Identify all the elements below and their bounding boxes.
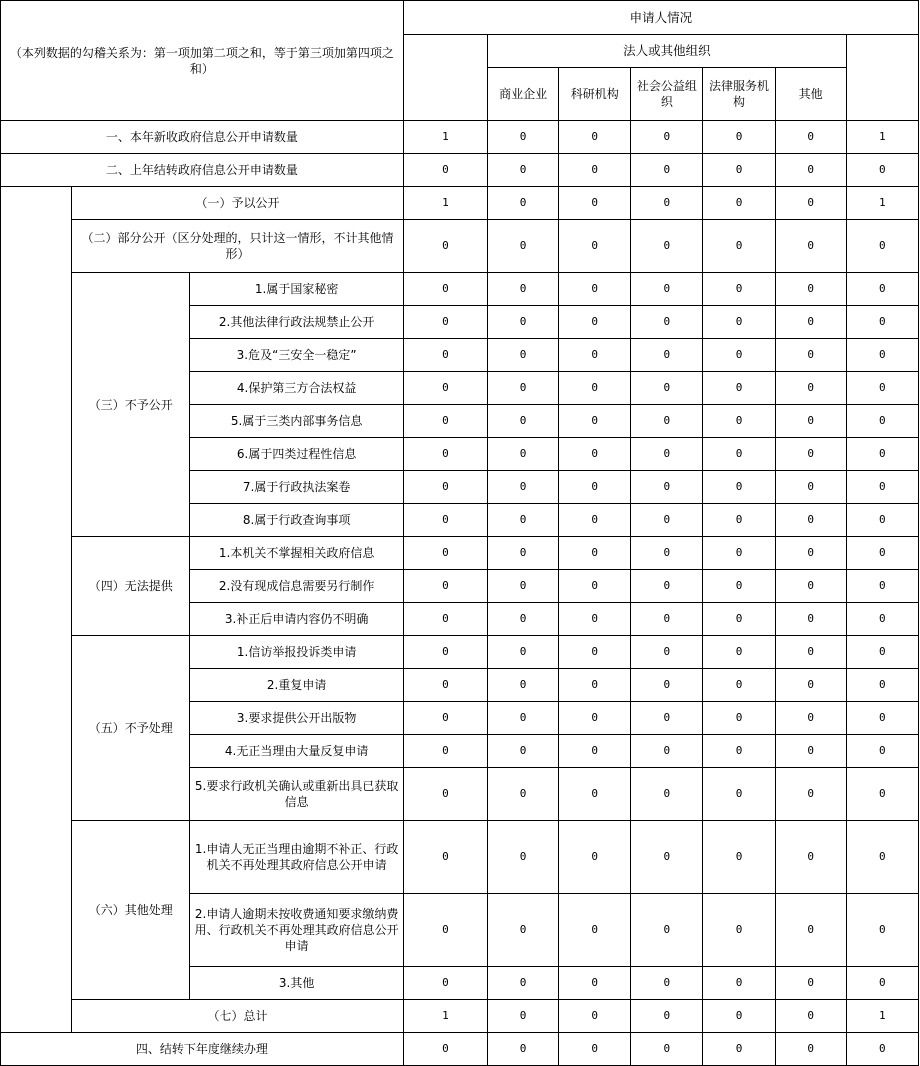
value-cell: 0 bbox=[559, 1033, 631, 1066]
legal-entity-header: 法人或其他组织 bbox=[488, 35, 847, 68]
value-cell: 0 bbox=[846, 306, 918, 339]
value-cell: 0 bbox=[631, 405, 703, 438]
value-cell: 0 bbox=[775, 471, 846, 504]
value-cell: 0 bbox=[488, 735, 559, 768]
value-cell: 0 bbox=[631, 1000, 703, 1033]
value-cell: 0 bbox=[846, 372, 918, 405]
value-cell: 0 bbox=[403, 967, 487, 1000]
value-cell: 0 bbox=[488, 220, 559, 273]
row-label: 四、结转下年度继续办理 bbox=[1, 1033, 404, 1066]
applicant-header: 申请人情况 bbox=[403, 1, 918, 35]
value-cell: 0 bbox=[775, 405, 846, 438]
value-cell: 0 bbox=[488, 339, 559, 372]
table-row bbox=[1, 121, 919, 154]
value-cell: 0 bbox=[775, 1033, 846, 1066]
value-cell: 0 bbox=[631, 121, 703, 154]
value-cell: 0 bbox=[703, 187, 775, 220]
value-cell: 0 bbox=[775, 187, 846, 220]
value-cell: 0 bbox=[703, 154, 775, 187]
value-cell: 0 bbox=[703, 372, 775, 405]
value-cell: 0 bbox=[631, 702, 703, 735]
value-cell: 0 bbox=[631, 636, 703, 669]
value-cell: 0 bbox=[631, 669, 703, 702]
value-cell: 0 bbox=[775, 504, 846, 537]
total-header bbox=[846, 35, 918, 121]
value-cell: 0 bbox=[559, 768, 631, 821]
value-cell: 0 bbox=[403, 537, 487, 570]
value-cell: 0 bbox=[703, 735, 775, 768]
value-cell: 0 bbox=[559, 735, 631, 768]
value-cell: 0 bbox=[403, 603, 487, 636]
value-cell: 0 bbox=[488, 537, 559, 570]
value-cell: 0 bbox=[403, 471, 487, 504]
value-cell: 0 bbox=[775, 768, 846, 821]
item-label: 6.属于四类过程性信息 bbox=[190, 438, 403, 471]
item-label: 2.申请人逾期未按收费通知要求缴纳费用、行政机关不再处理其政府信息公开申请 bbox=[190, 894, 403, 967]
value-cell: 0 bbox=[559, 821, 631, 894]
col-header-public-welfare: 社会公益组织 bbox=[631, 68, 703, 121]
value-cell: 0 bbox=[403, 702, 487, 735]
value-cell: 0 bbox=[846, 154, 918, 187]
value-cell: 0 bbox=[631, 372, 703, 405]
value-cell: 0 bbox=[488, 702, 559, 735]
item-label: 3.其他 bbox=[190, 967, 403, 1000]
value-cell: 0 bbox=[488, 121, 559, 154]
value-cell: 0 bbox=[846, 735, 918, 768]
value-cell: 0 bbox=[403, 154, 487, 187]
value-cell: 0 bbox=[846, 967, 918, 1000]
row-label: （七）总计 bbox=[72, 1000, 404, 1033]
value-cell: 0 bbox=[846, 405, 918, 438]
value-cell: 0 bbox=[403, 438, 487, 471]
col-header-legal-service: 法律服务机构 bbox=[703, 68, 775, 121]
value-cell: 0 bbox=[703, 306, 775, 339]
value-cell: 0 bbox=[775, 636, 846, 669]
value-cell: 0 bbox=[846, 636, 918, 669]
value-cell: 0 bbox=[846, 504, 918, 537]
value-cell: 0 bbox=[488, 187, 559, 220]
value-cell: 0 bbox=[846, 603, 918, 636]
value-cell: 0 bbox=[846, 821, 918, 894]
value-cell: 0 bbox=[631, 967, 703, 1000]
value-cell: 0 bbox=[631, 471, 703, 504]
value-cell: 0 bbox=[846, 339, 918, 372]
value-cell: 0 bbox=[403, 570, 487, 603]
value-cell: 0 bbox=[846, 702, 918, 735]
value-cell: 1 bbox=[846, 1000, 918, 1033]
value-cell: 0 bbox=[559, 471, 631, 504]
value-cell: 0 bbox=[703, 702, 775, 735]
item-label: 3.要求提供公开出版物 bbox=[190, 702, 403, 735]
value-cell: 0 bbox=[403, 894, 487, 967]
table-body bbox=[1, 1, 919, 1066]
table-row bbox=[1, 1000, 919, 1033]
value-cell: 0 bbox=[559, 121, 631, 154]
value-cell: 0 bbox=[775, 438, 846, 471]
value-cell: 0 bbox=[775, 735, 846, 768]
value-cell: 0 bbox=[559, 967, 631, 1000]
group-label: （六）其他处理 bbox=[72, 821, 190, 1000]
value-cell: 0 bbox=[559, 438, 631, 471]
item-label: 1.本机关不掌握相关政府信息 bbox=[190, 537, 403, 570]
value-cell: 0 bbox=[631, 894, 703, 967]
value-cell: 0 bbox=[488, 372, 559, 405]
item-label: 3.补正后申请内容仍不明确 bbox=[190, 603, 403, 636]
value-cell: 0 bbox=[488, 603, 559, 636]
value-cell: 0 bbox=[775, 702, 846, 735]
table-row bbox=[1, 537, 919, 570]
value-cell: 0 bbox=[703, 1000, 775, 1033]
value-cell: 0 bbox=[846, 537, 918, 570]
value-cell: 0 bbox=[559, 504, 631, 537]
value-cell: 0 bbox=[559, 154, 631, 187]
item-label: 7.属于行政执法案卷 bbox=[190, 471, 403, 504]
value-cell: 0 bbox=[403, 768, 487, 821]
value-cell: 0 bbox=[488, 636, 559, 669]
item-label: 3.危及“三安全一稳定” bbox=[190, 339, 403, 372]
value-cell: 0 bbox=[846, 273, 918, 306]
value-cell: 0 bbox=[631, 154, 703, 187]
group-label: （三）不予公开 bbox=[72, 273, 190, 537]
value-cell: 0 bbox=[631, 821, 703, 894]
value-cell: 0 bbox=[703, 121, 775, 154]
col-header-research: 科研机构 bbox=[559, 68, 631, 121]
value-cell: 0 bbox=[488, 154, 559, 187]
value-cell: 0 bbox=[775, 603, 846, 636]
value-cell: 0 bbox=[488, 1033, 559, 1066]
value-cell: 0 bbox=[775, 306, 846, 339]
value-cell: 0 bbox=[559, 702, 631, 735]
value-cell: 0 bbox=[846, 570, 918, 603]
value-cell: 0 bbox=[488, 405, 559, 438]
row-label: 二、上年结转政府信息公开申请数量 bbox=[1, 154, 404, 187]
value-cell: 0 bbox=[403, 504, 487, 537]
item-label: 4.无正当理由大量反复申请 bbox=[190, 735, 403, 768]
value-cell: 0 bbox=[703, 504, 775, 537]
value-cell: 0 bbox=[703, 603, 775, 636]
value-cell: 0 bbox=[775, 339, 846, 372]
value-cell: 0 bbox=[846, 894, 918, 967]
item-label: 1.属于国家秘密 bbox=[190, 273, 403, 306]
row-label: （一）予以公开 bbox=[72, 187, 404, 220]
value-cell: 0 bbox=[559, 339, 631, 372]
value-cell: 0 bbox=[559, 306, 631, 339]
value-cell: 0 bbox=[488, 273, 559, 306]
value-cell: 0 bbox=[631, 339, 703, 372]
value-cell: 0 bbox=[631, 504, 703, 537]
value-cell: 0 bbox=[403, 372, 487, 405]
value-cell: 0 bbox=[488, 504, 559, 537]
col-header-business: 商业企业 bbox=[488, 68, 559, 121]
value-cell: 0 bbox=[488, 821, 559, 894]
relation-note: （本列数据的勾稽关系为：第一项加第二项之和，等于第三项加第四项之和） bbox=[1, 1, 404, 121]
value-cell: 0 bbox=[559, 372, 631, 405]
col-header-other: 其他 bbox=[775, 68, 846, 121]
value-cell: 0 bbox=[559, 636, 631, 669]
value-cell: 0 bbox=[775, 669, 846, 702]
value-cell: 0 bbox=[775, 570, 846, 603]
value-cell: 0 bbox=[703, 220, 775, 273]
value-cell: 0 bbox=[631, 537, 703, 570]
value-cell: 0 bbox=[403, 405, 487, 438]
row-label: （二）部分公开（区分处理的，只计这一情形，不计其他情形） bbox=[72, 220, 404, 273]
item-label: 2.其他法律行政法规禁止公开 bbox=[190, 306, 403, 339]
value-cell: 0 bbox=[703, 339, 775, 372]
value-cell: 0 bbox=[403, 669, 487, 702]
value-cell: 0 bbox=[403, 821, 487, 894]
value-cell: 0 bbox=[703, 894, 775, 967]
value-cell: 0 bbox=[775, 372, 846, 405]
value-cell: 0 bbox=[403, 339, 487, 372]
value-cell: 0 bbox=[631, 603, 703, 636]
table-row bbox=[1, 220, 919, 273]
value-cell: 0 bbox=[703, 669, 775, 702]
value-cell: 0 bbox=[631, 735, 703, 768]
value-cell: 0 bbox=[488, 669, 559, 702]
value-cell: 0 bbox=[488, 768, 559, 821]
value-cell: 0 bbox=[846, 768, 918, 821]
value-cell: 0 bbox=[775, 154, 846, 187]
value-cell: 1 bbox=[403, 121, 487, 154]
value-cell: 0 bbox=[559, 1000, 631, 1033]
value-cell: 1 bbox=[403, 1000, 487, 1033]
value-cell: 0 bbox=[488, 1000, 559, 1033]
item-label: 2.没有现成信息需要另行制作 bbox=[190, 570, 403, 603]
table-row bbox=[1, 187, 919, 220]
value-cell: 0 bbox=[488, 438, 559, 471]
value-cell: 0 bbox=[559, 603, 631, 636]
value-cell: 0 bbox=[703, 405, 775, 438]
value-cell: 0 bbox=[631, 306, 703, 339]
table-row bbox=[1, 821, 919, 894]
group-label: （四）无法提供 bbox=[72, 537, 190, 636]
value-cell: 0 bbox=[775, 273, 846, 306]
value-cell: 0 bbox=[703, 1033, 775, 1066]
value-cell: 0 bbox=[775, 1000, 846, 1033]
value-cell: 0 bbox=[559, 187, 631, 220]
value-cell: 0 bbox=[559, 570, 631, 603]
value-cell: 0 bbox=[703, 570, 775, 603]
item-label: 1.信访举报投诉类申请 bbox=[190, 636, 403, 669]
value-cell: 0 bbox=[631, 438, 703, 471]
value-cell: 1 bbox=[403, 187, 487, 220]
value-cell: 0 bbox=[703, 821, 775, 894]
section-three-label bbox=[1, 187, 72, 1033]
table-row bbox=[1, 1033, 919, 1066]
natural-person-header bbox=[403, 35, 487, 121]
group-label: （五）不予处理 bbox=[72, 636, 190, 821]
item-label: 5.要求行政机关确认或重新出具已获取信息 bbox=[190, 768, 403, 821]
value-cell: 0 bbox=[488, 967, 559, 1000]
table-row bbox=[1, 273, 919, 306]
value-cell: 0 bbox=[403, 273, 487, 306]
value-cell: 0 bbox=[846, 669, 918, 702]
value-cell: 0 bbox=[631, 187, 703, 220]
value-cell: 0 bbox=[775, 537, 846, 570]
value-cell: 0 bbox=[703, 438, 775, 471]
value-cell: 0 bbox=[631, 1033, 703, 1066]
value-cell: 0 bbox=[559, 894, 631, 967]
value-cell: 0 bbox=[703, 967, 775, 1000]
value-cell: 0 bbox=[403, 636, 487, 669]
value-cell: 0 bbox=[703, 273, 775, 306]
item-label: 2.重复申请 bbox=[190, 669, 403, 702]
value-cell: 0 bbox=[703, 471, 775, 504]
value-cell: 0 bbox=[559, 537, 631, 570]
value-cell: 0 bbox=[703, 768, 775, 821]
value-cell: 0 bbox=[775, 821, 846, 894]
value-cell: 0 bbox=[775, 220, 846, 273]
value-cell: 1 bbox=[846, 121, 918, 154]
value-cell: 0 bbox=[846, 220, 918, 273]
item-label: 8.属于行政查询事项 bbox=[190, 504, 403, 537]
value-cell: 0 bbox=[559, 273, 631, 306]
value-cell: 1 bbox=[846, 187, 918, 220]
value-cell: 0 bbox=[775, 121, 846, 154]
value-cell: 0 bbox=[775, 894, 846, 967]
value-cell: 0 bbox=[846, 471, 918, 504]
value-cell: 0 bbox=[775, 967, 846, 1000]
value-cell: 0 bbox=[846, 1033, 918, 1066]
value-cell: 0 bbox=[703, 537, 775, 570]
row-label: 一、本年新收政府信息公开申请数量 bbox=[1, 121, 404, 154]
value-cell: 0 bbox=[631, 570, 703, 603]
value-cell: 0 bbox=[559, 405, 631, 438]
value-cell: 0 bbox=[631, 768, 703, 821]
value-cell: 0 bbox=[488, 570, 559, 603]
value-cell: 0 bbox=[631, 220, 703, 273]
value-cell: 0 bbox=[559, 669, 631, 702]
value-cell: 0 bbox=[846, 438, 918, 471]
value-cell: 0 bbox=[703, 636, 775, 669]
value-cell: 0 bbox=[488, 894, 559, 967]
table-row bbox=[1, 636, 919, 669]
item-label: 5.属于三类内部事务信息 bbox=[190, 405, 403, 438]
value-cell: 0 bbox=[488, 471, 559, 504]
value-cell: 0 bbox=[403, 306, 487, 339]
item-label: 4.保护第三方合法权益 bbox=[190, 372, 403, 405]
table-row bbox=[1, 154, 919, 187]
item-label: 1.申请人无正当理由逾期不补正、行政机关不再处理其政府信息公开申请 bbox=[190, 821, 403, 894]
value-cell: 0 bbox=[403, 1033, 487, 1066]
value-cell: 0 bbox=[488, 306, 559, 339]
value-cell: 0 bbox=[631, 273, 703, 306]
value-cell: 0 bbox=[559, 220, 631, 273]
value-cell: 0 bbox=[403, 220, 487, 273]
value-cell: 0 bbox=[403, 735, 487, 768]
